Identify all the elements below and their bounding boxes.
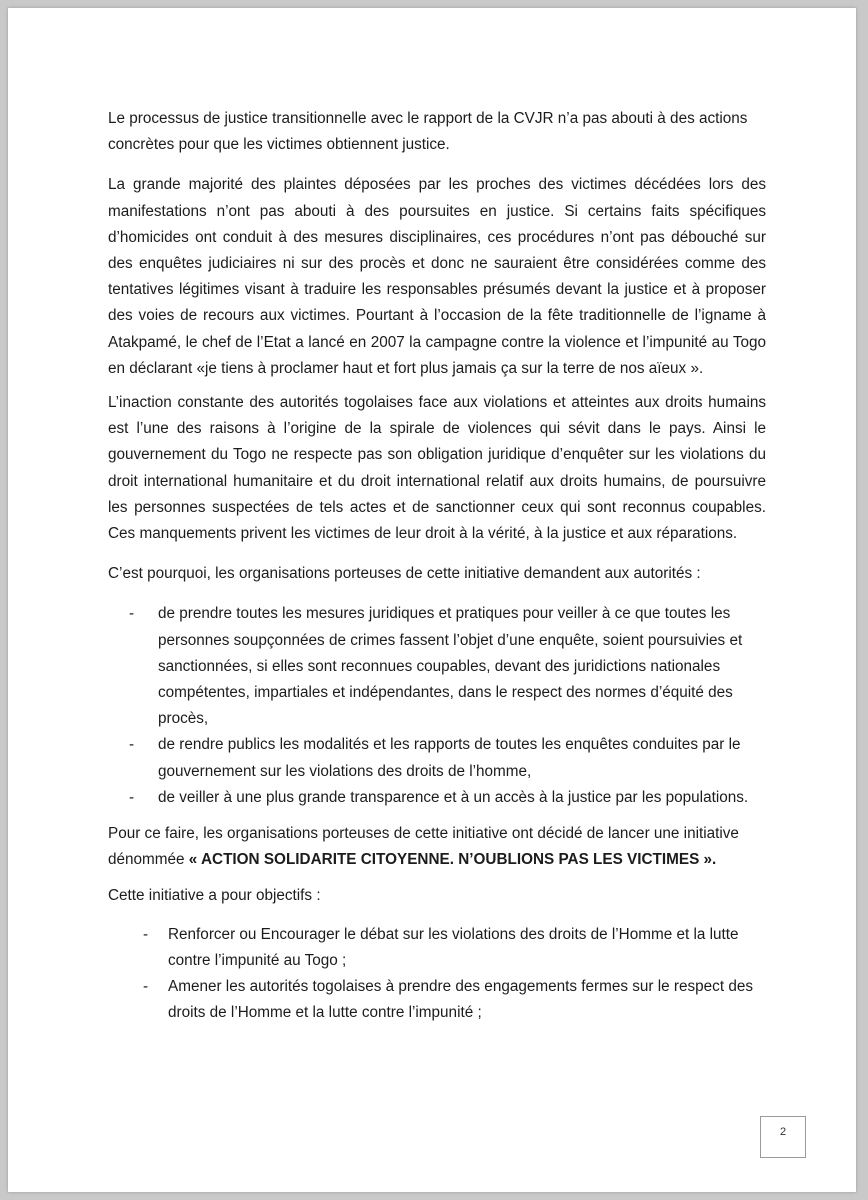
initiative-name: « ACTION SOLIDARITE CITOYENNE. N’OUBLIONS PAS LES VICTIMES ». <box>188 851 717 869</box>
dash-bullet: - <box>129 736 135 754</box>
dash-bullet: - <box>143 925 149 943</box>
list-item <box>108 922 766 974</box>
dash-bullet: - <box>143 978 149 996</box>
list-item-text: de rendre publics les modalités et les rapports de toutes les enquêtes conduites par le gouvernement sur les violations des droits de l’homme, <box>158 736 741 780</box>
paragraph-inaction: L’inaction constante des autorités togolaises face aux violations et atteintes aux droits humains est l’une des raisons à l’origine de la spirale de violences qui sévit dans le pays. Ainsi le gouvernement du Togo ne respecte pas son obligation juridique d’enquêter sur les violations du droit international humanitaire et du droit international relatif aux droits humains, de poursuivre les personnes suspectées de tels actes et de sanctionner ceux qui sont reconnus coupables. Ces manquements privent les victimes de leur droit à la vérité, à la justice et aux réparations. <box>108 394 766 543</box>
demands-list <box>108 601 766 811</box>
initiative-text: Pour ce faire, les organisations porteuses de cette initiative ont décidé de lancer une initiative dénommée <box>108 825 739 869</box>
list-item-text: de prendre toutes les mesures juridiques et pratiques pour veiller à ce que toutes les personnes soupçonnées de crimes fassent l’objet d’une enquête, soient poursuivies et sanctionnées, si elles sont reconnues coupables, devant des juridictions nationales compétentes, impartiales et indépendantes, dans le respect des normes d’équité des procès, <box>158 605 743 728</box>
list-item <box>108 601 766 732</box>
paragraph-objectives-intro: Cette initiative a pour objectifs : <box>108 887 321 905</box>
list-item-text: Amener les autorités togolaises à prendre des engagements fermes sur le respect des droits de l’Homme et la lutte contre l’impunité ; <box>168 978 753 1022</box>
dash-bullet: - <box>129 788 135 806</box>
document-page <box>8 8 856 1192</box>
paragraph-complaints: La grande majorité des plaintes déposées par les proches des victimes décédées lors des manifestations n’ont pas abouti à des poursuites en justice. Si certains faits spécifiques d’homicides ont conduit à des mesures disciplinaires, ces procédures n’ont pas débouché sur des enquêtes judiciaires ni sur des procès et donc ne sauraient être considérées comme des tentatives légitimes visant à traduire les responsables présumés devant la justice et à proposer des voies de recours aux victimes. Pourtant à l’occasion de la fête traditionnelle de l’igname à Atakpamé, le chef de l’Etat a lancé en 2007 la campagne contre la violence et l’impunité au Togo en déclarant «je tiens à proclamer haut et fort plus jamais ça sur la terre de nos aïeux ». <box>108 176 766 377</box>
paragraph-cvjr: Le processus de justice transitionnelle avec le rapport de la CVJR n’a pas abouti à des actions concrètes pour que les victimes obtiennent justice. <box>108 110 748 154</box>
list-item <box>108 732 766 784</box>
dash-bullet: - <box>129 605 135 623</box>
list-item <box>108 785 766 811</box>
page-number-box <box>760 1116 806 1158</box>
paragraph-demands-intro: C’est pourquoi, les organisations porteuses de cette initiative demandent aux autorités : <box>108 565 701 583</box>
paragraph-initiative <box>108 821 766 873</box>
document-body <box>108 106 766 1027</box>
list-item-text: Renforcer ou Encourager le débat sur les violations des droits de l’Homme et la lutte contre l’impunité au Togo ; <box>168 925 739 969</box>
list-item-text: de veiller à une plus grande transparence et à un accès à la justice par les populations. <box>158 788 749 806</box>
page-number: 2 <box>779 1126 787 1138</box>
list-item <box>108 974 766 1026</box>
objectives-list <box>108 922 766 1027</box>
